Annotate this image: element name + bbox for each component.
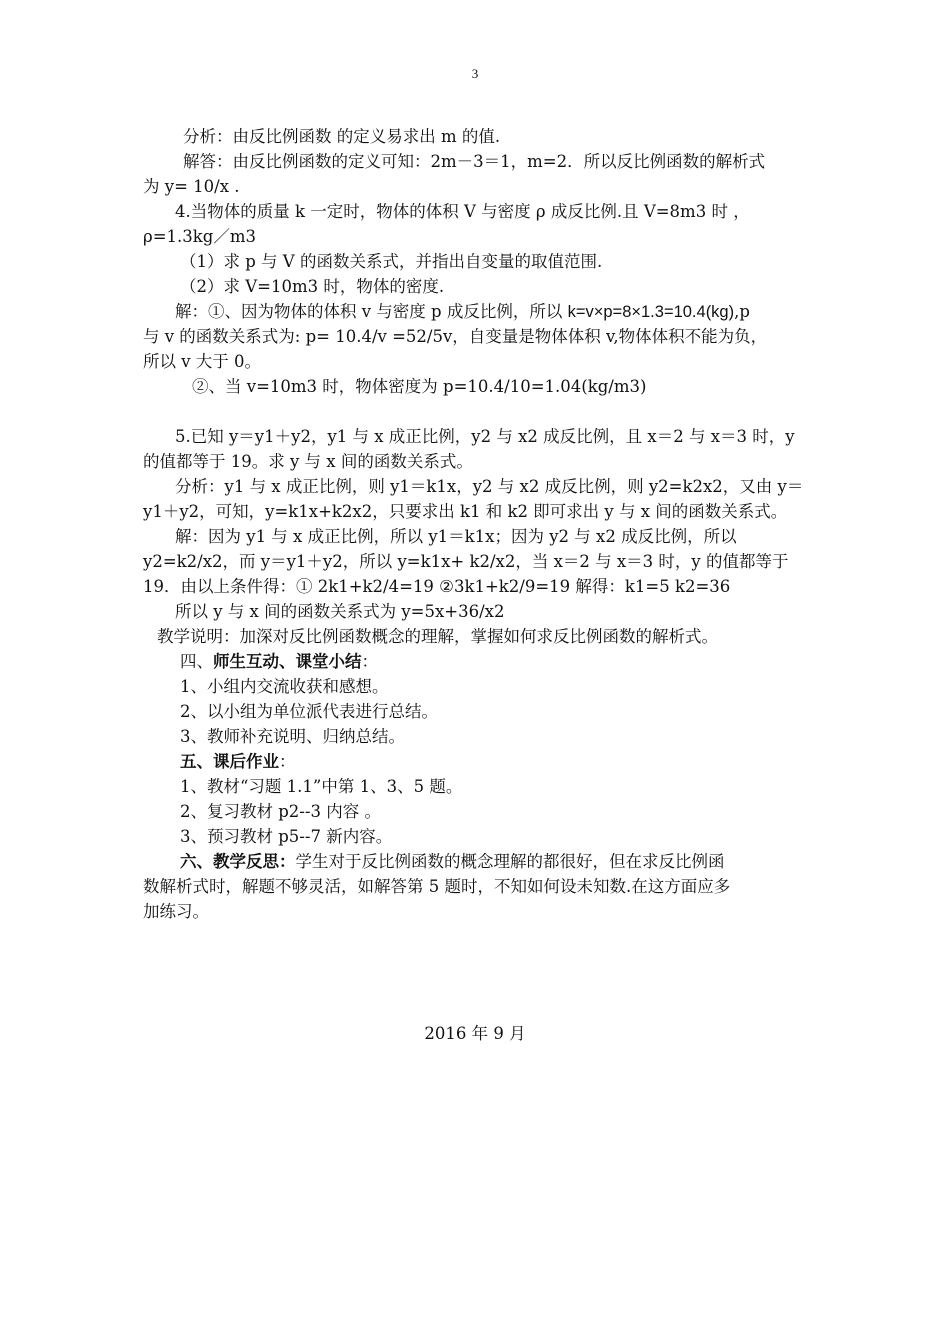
solution-4-tail: ,p	[734, 302, 750, 321]
solution-4-part-2: ②、当 v=10m3 时，物体密度为 p=10.4/10=1.04(kg/m3)	[192, 377, 647, 396]
section-4-heading	[180, 650, 845, 674]
answer-line-cont: 为 y= 10/x .	[143, 177, 240, 196]
problem-4-part-2: （2）求 V=10m3 时，物体的密度.	[180, 277, 445, 296]
solution-5-equations: 19．由以上条件得：① 2k1+k2/4=19 ②3k1+k2/9=19 解得：k1=5 k2=36	[143, 577, 731, 596]
section-4-colon: ：	[361, 652, 378, 671]
section-6-text: 学生对于反比例函数的概念理解的都很好，但在求反比例函	[295, 852, 725, 871]
section-5-heading	[180, 750, 845, 774]
section-5-item-1: 1、教材“习题 1.1”中第 1、3、5 题。	[180, 777, 463, 796]
document-date: 2016 年 9 月	[424, 1024, 526, 1043]
section-5-title: 五、课后作业	[180, 752, 279, 771]
problem-4-part-1: （1）求 p 与 V 的函数关系式，并指出自变量的取值范围.	[180, 252, 603, 271]
solution-5-line: 解：因为 y1 与 x 成正比例，所以 y1＝k1x；因为 y2 与 x2 成反比例，所以	[175, 527, 737, 546]
section-6-line	[180, 850, 845, 874]
section-6-line-cont: 数解析式时，解题不够灵活，如解答第 5 题时，不知如何设未知数.在这方面应多	[143, 877, 731, 896]
problem-4-line-cont: ρ=1.3kg／m3	[143, 227, 256, 246]
answer-line: 解答：由反比例函数的定义可知：2m－3＝1，m=2．所以反比例函数的解析式	[183, 152, 766, 171]
section-4-item-1: 1、小组内交流收获和感想。	[180, 677, 389, 696]
solution-5-line-cont: y2=k2/x2，而 y＝y1＋y2，所以 y=k1x+ k2/x2，当 x＝2 与 x＝3 时，y 的值都等于	[143, 552, 789, 571]
solution-4-text: 解：①、因为物体的体积 v 与密度 p 成反比例，所以	[175, 302, 568, 321]
section-4-title: 师生互动、课堂小结	[213, 652, 362, 671]
section-5-item-2: 2、复习教材 p2--3 内容 。	[180, 802, 381, 821]
teaching-note: 教学说明：加深对反比例函数概念的理解，掌握如何求反比例函数的解析式。	[157, 627, 718, 646]
section-5-item-3: 3、预习教材 p5--7 新内容。	[180, 827, 393, 846]
problem-5-line: 5.已知 y＝y1＋y2，y1 与 x 成正比例，y2 与 x2 成反比例，且 x＝2 与 x＝3 时，y	[175, 427, 795, 446]
solution-4-formula: k=v×p=8×1.3=10.4(kg)	[567, 303, 735, 321]
page-number: 3	[471, 66, 479, 81]
analysis-5-line-cont: y1＋y2，可知，y=k1x+k2x2，只要求出 k1 和 k2 即可求出 y 与 x 间的函数关系式。	[143, 502, 788, 521]
section-6-line-end: 加练习。	[143, 902, 209, 921]
problem-5-line-cont: 的值都等于 19。求 y 与 x 间的函数关系式。	[143, 452, 473, 471]
section-4-item-3: 3、教师补充说明、归纳总结。	[180, 727, 405, 746]
analysis-5-line: 分析：y1 与 x 成正比例，则 y1＝k1x，y2 与 x2 成反比例，则 y2=k2x2，又由 y＝	[175, 477, 804, 496]
analysis-line: 分析：由反比例函数 的定义易求出 m 的值.	[183, 127, 501, 146]
solution-4-line-end: 所以 v 大于 0。	[143, 352, 262, 371]
solution-4-line-cont: 与 v 的函数关系式为: p= 10.4/v =52/5v，自变量是物体体积 v,物体体积不能为负，	[143, 327, 768, 346]
solution-4-line	[175, 300, 840, 324]
section-6-title: 六、教学反思：	[180, 852, 296, 871]
section-4-item-2: 2、以小组为单位派代表进行总结。	[180, 702, 438, 721]
section-5-colon: ：	[279, 752, 296, 771]
solution-5-result: 所以 y 与 x 间的函数关系式为 y=5x+36/x2	[175, 602, 505, 621]
problem-4-line: 4.当物体的质量 k 一定时，物体的体积 V 与密度 ρ 成反比例.且 V=8m3 时 ，	[175, 202, 750, 221]
section-4-number: 四、	[180, 652, 213, 671]
